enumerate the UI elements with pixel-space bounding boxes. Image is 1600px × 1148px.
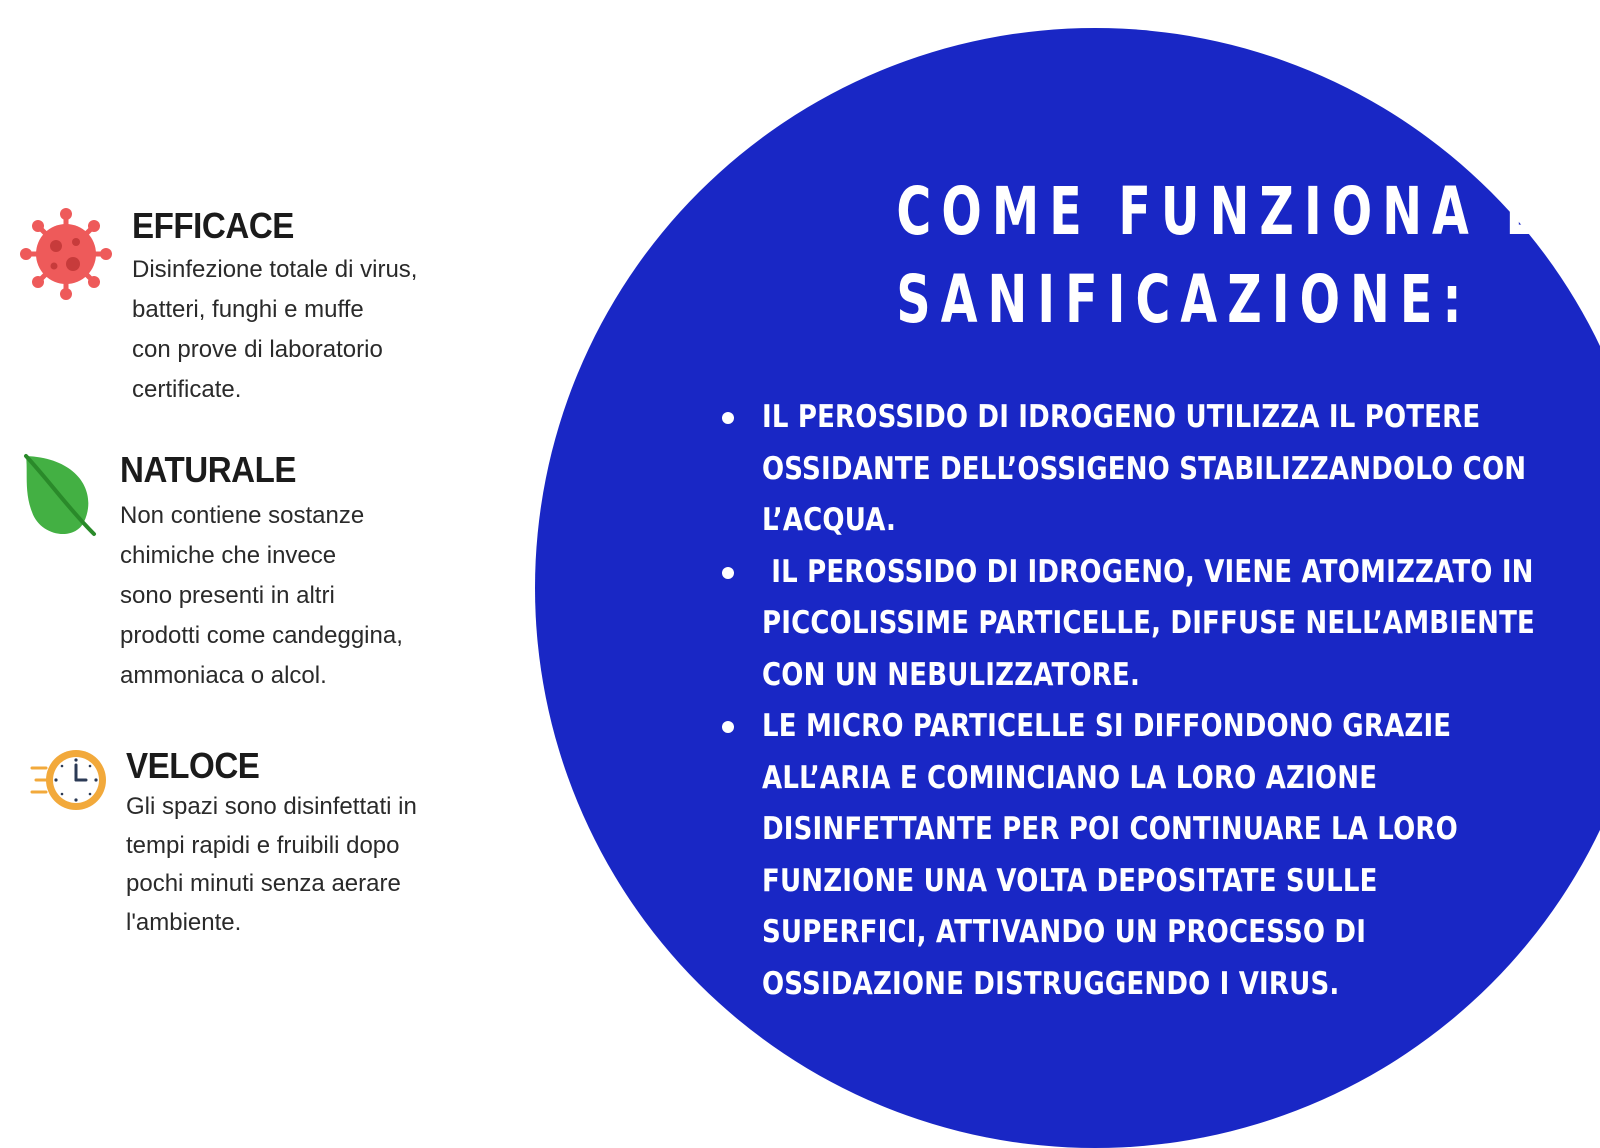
- feature-description-line: certificate.: [132, 376, 242, 403]
- virus-icon: [18, 206, 114, 307]
- feature-description: [120, 496, 403, 696]
- bullet-line: PICCOLISSIME PARTICELLE, DIFFUSE NELL’AMBIENTE: [762, 605, 1535, 641]
- bullet-line: DISINFETTANTE PER POI CONTINUARE LA LORO: [762, 811, 1458, 847]
- bullet-item: [718, 392, 1558, 547]
- bullet-line: IL PEROSSIDO DI IDROGENO, VIENE ATOMIZZATO IN: [762, 553, 1534, 590]
- feature-title: EFFICACE: [132, 205, 294, 246]
- feature-description-line: ammoniaca o alcol.: [120, 662, 327, 689]
- feature-description-line: Non contiene sostanze: [120, 502, 365, 529]
- leaf-icon: [20, 452, 100, 547]
- feature-description-line: tempi rapidi e fruibili dopo: [126, 831, 400, 859]
- bullet-dot: [722, 721, 734, 733]
- feature-description-line: l'ambiente.: [126, 908, 242, 936]
- bullet-item: [718, 701, 1558, 1010]
- bullet-dot: [722, 412, 734, 424]
- feature-description-line: sono presenti in altri: [120, 582, 335, 609]
- bullet-dot: [722, 567, 734, 579]
- bullet-line: L’ACQUA.: [762, 502, 897, 538]
- bullet-line: LE MICRO PARTICELLE SI DIFFONDONO GRAZIE: [762, 708, 1452, 744]
- bullet-line: ALL’ARIA E COMINCIANO LA LORO AZIONE: [762, 759, 1378, 796]
- bullet-line: OSSIDANTE DELL’OSSIGENO STABILIZZANDOLO CON: [762, 450, 1527, 487]
- process-bullet-list: [718, 392, 1558, 1010]
- bullet-line: FUNZIONE UNA VOLTA DEPOSITATE SULLE: [762, 862, 1378, 899]
- feature-title: VELOCE: [126, 745, 260, 786]
- feature-description-line: Gli spazi sono disinfettati in: [126, 793, 417, 820]
- feature-description: [126, 788, 417, 942]
- panel-heading-line: SANIFICAZIONE:: [896, 261, 1472, 338]
- bullet-item: [718, 547, 1558, 702]
- bullet-line: IL PEROSSIDO DI IDROGENO UTILIZZA IL POTERE: [762, 399, 1481, 435]
- bullet-line: OSSIDAZIONE DISTRUGGENDO I VIRUS.: [762, 965, 1340, 1002]
- clock-icon: [30, 746, 110, 821]
- feature-description: [132, 250, 417, 410]
- feature-description-line: prodotti come candeggina,: [120, 622, 403, 649]
- feature-title: NATURALE: [120, 449, 297, 490]
- feature-description-line: pochi minuti senza aerare: [126, 870, 401, 897]
- bullet-line: SUPERFICI, ATTIVANDO UN PROCESSO DI: [762, 914, 1367, 950]
- feature-description-line: con prove di laboratorio: [132, 336, 383, 363]
- feature-description-line: Disinfezione totale di virus,: [132, 256, 418, 283]
- panel-heading-line: COME FUNZIONA LA: [896, 173, 1593, 250]
- bullet-line: CON UN NEBULIZZATORE.: [762, 656, 1141, 693]
- feature-description-line: chimiche che invece: [120, 542, 337, 569]
- panel-heading: [896, 168, 1593, 344]
- feature-description-line: batteri, funghi e muffe: [132, 296, 364, 323]
